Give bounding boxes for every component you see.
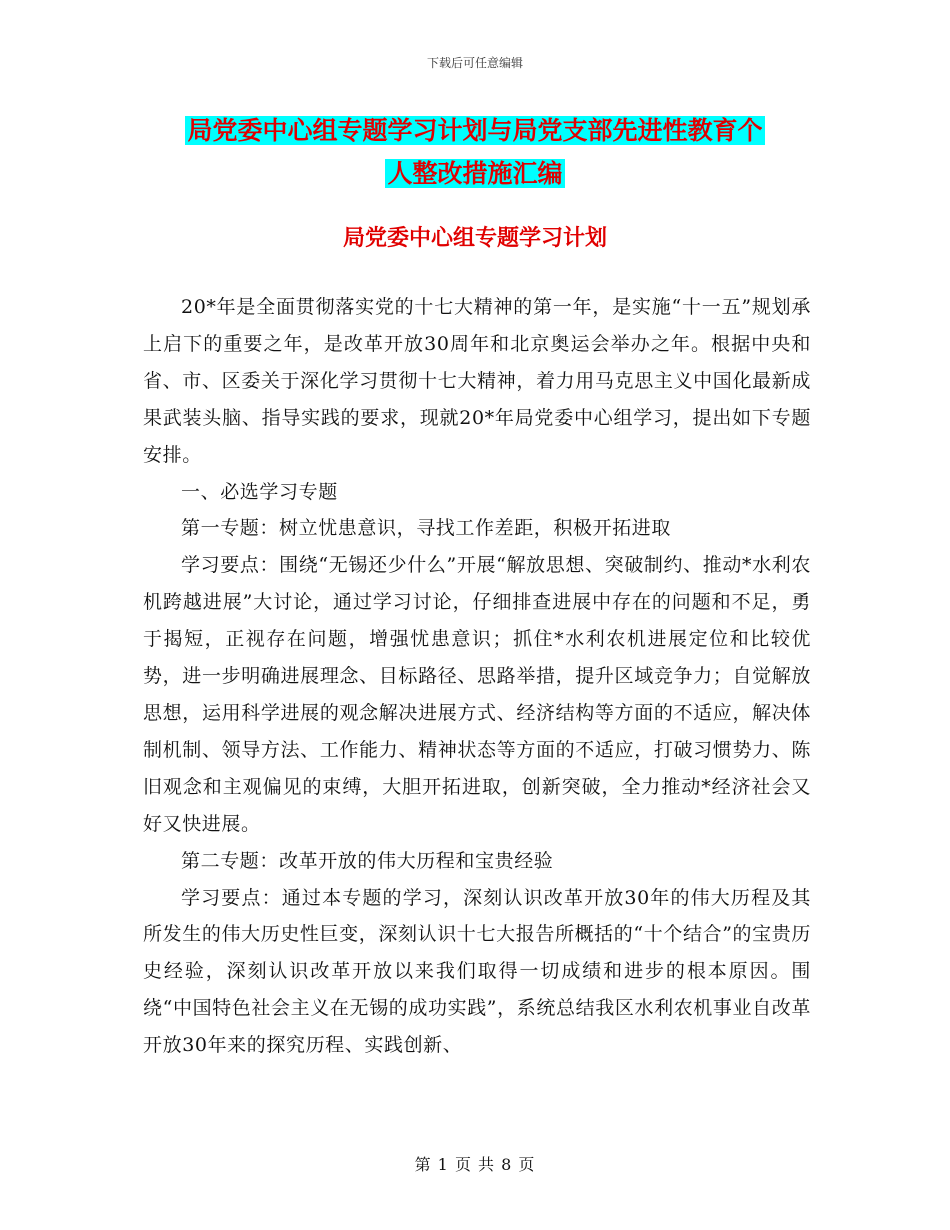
topic-1-points: 学习要点：围绕“无锡还少什么”开展“解放思想、突破制约、推动*水利农机跨越进展”大讨论，通过学习讨论，仔细排查进展中存在的问题和不足，勇于揭短，正视存在问题，增强忧患意识；抓住*水利农机进展定位和比较优势，进一步明确进展理念、目标路径、思路举措，提升区域竞争力；自觉解放思想，运用科学进展的观念解决进展方式、经济结构等方面的不适应，解决体制机制、领导方法、工作能力、精神状态等方面的不适应，打破习惯势力、陈旧观念和主观偏见的束缚，大胆开拓进取，创新突破，全力推动*经济社会又好又快进展。	[143, 554, 811, 835]
topic-2-title: 第二专题：改革开放的伟大历程和宝贵经验	[181, 849, 554, 872]
topic-1-title: 第一专题：树立忧患意识，寻找工作差距，积极开拓进取	[181, 517, 672, 540]
document-title-line-2	[0, 151, 950, 197]
page-header: 下载后可任意编辑	[426, 56, 523, 70]
topic-2-points: 学习要点：通过本专题的学习，深刻认识改革开放30年的伟大历程及其所发生的伟大历史性巨变，深刻认识十七大报告所概括的“十个结合”的宝贵历史经验，深刻认识改革开放以来我们取得一切成绩和进步的根本原因。围绕“中国特色社会主义在无锡的成功实践”，系统总结我区水利农机事业自改革开放30年来的探究历程、实践创新、	[143, 886, 811, 1057]
document-body	[143, 289, 811, 1064]
document-title-line-1	[0, 108, 950, 154]
heading-required-topics: 一、必选学习专题	[181, 480, 338, 503]
page-footer: 第 1 页 共 8 页	[414, 1155, 536, 1174]
title-highlight-2: 人整改措施汇编	[387, 159, 563, 188]
section-title: 局党委中心组专题学习计划	[342, 225, 607, 251]
paragraph-intro: 20*年是全面贯彻落实党的十七大精神的第一年，是实施“十一五”规划承上启下的重要之年，是改革开放30周年和北京奥运会举办之年。根据中央和省、市、区委关于深化学习贯彻十七大精神，着力用马克思主义中国化最新成果武装头脑、指导实践的要求，现就20*年局党委中心组学习，提出如下专题安排。	[143, 296, 811, 466]
title-highlight-1: 局党委中心组专题学习计划与局党支部先进性教育个	[187, 116, 763, 145]
